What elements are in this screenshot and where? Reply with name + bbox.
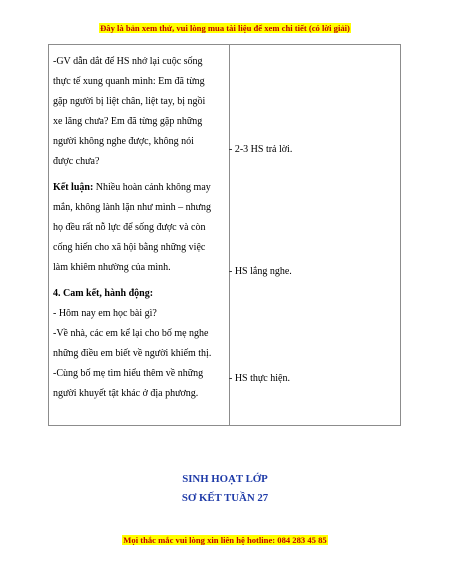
lesson-table: [48, 44, 401, 426]
guide-line: được chưa?: [53, 156, 100, 167]
commitment-line: những điều em biết về người khiếm thị.: [53, 348, 212, 359]
guide-line: người không nghe được, không nói: [53, 136, 194, 147]
commitment-line: - Hôm nay em học bài gì?: [53, 308, 157, 319]
commitment-line: -Cùng bố mẹ tìm hiểu thêm về những: [53, 368, 204, 379]
teacher-activity-cell: [49, 45, 230, 426]
conclusion-text: Nhiều hoàn cảnh không may: [93, 182, 211, 193]
student-response-2: - HS lắng nghe.: [229, 266, 292, 277]
conclusion-line: làm khiêm nhường của mình.: [53, 262, 171, 273]
guide-line: xe lăng chưa? Em đã từng gặp những: [53, 116, 203, 127]
preview-banner-text: Đây là bản xem thử, vui lòng mua tài liệu để xem chi tiết (có lời giải): [100, 23, 350, 33]
conclusion-paragraph: [53, 178, 229, 278]
conclusion-label: Kết luận:: [53, 182, 94, 193]
guide-paragraph: [53, 52, 229, 172]
commitment-line: -Về nhà, các em kể lại cho bố mẹ nghe: [53, 328, 209, 339]
hotline-footer: [0, 535, 450, 546]
hotline-footer-text: Mọi thắc mắc vui lòng xin liên hệ hotline: 084 283 45 85: [123, 535, 327, 545]
student-response-1: - 2-3 HS trả lời.: [229, 144, 293, 155]
conclusion-first-line: [53, 178, 229, 198]
commitment-section: [53, 284, 229, 404]
guide-line: -GV dẫn dắt để HS nhớ lại cuộc sống: [53, 56, 203, 67]
section-title: SINH HOẠT LỚP: [182, 473, 268, 485]
conclusion-line: mắn, không lành lặn như mình – nhưng: [53, 202, 212, 213]
conclusion-line: cống hiến cho xã hội bằng những việc: [53, 242, 206, 253]
student-activity-cell: [230, 45, 401, 426]
commitment-line: người khuyết tật khác ở địa phương.: [53, 388, 199, 399]
section-subtitle: SƠ KẾT TUẦN 27: [181, 492, 269, 504]
conclusion-line: họ đều rất nỗ lực để sống được và còn: [53, 222, 206, 233]
preview-banner: [0, 23, 450, 34]
commitment-heading: 4. Cam kết, hành động:: [53, 288, 154, 299]
guide-line: gặp người bị liệt chân, liệt tay, bị ngồi: [53, 96, 206, 107]
student-response-3: - HS thực hiện.: [229, 373, 290, 384]
guide-line: thực tế xung quanh mình: Em đã từng: [53, 76, 205, 87]
